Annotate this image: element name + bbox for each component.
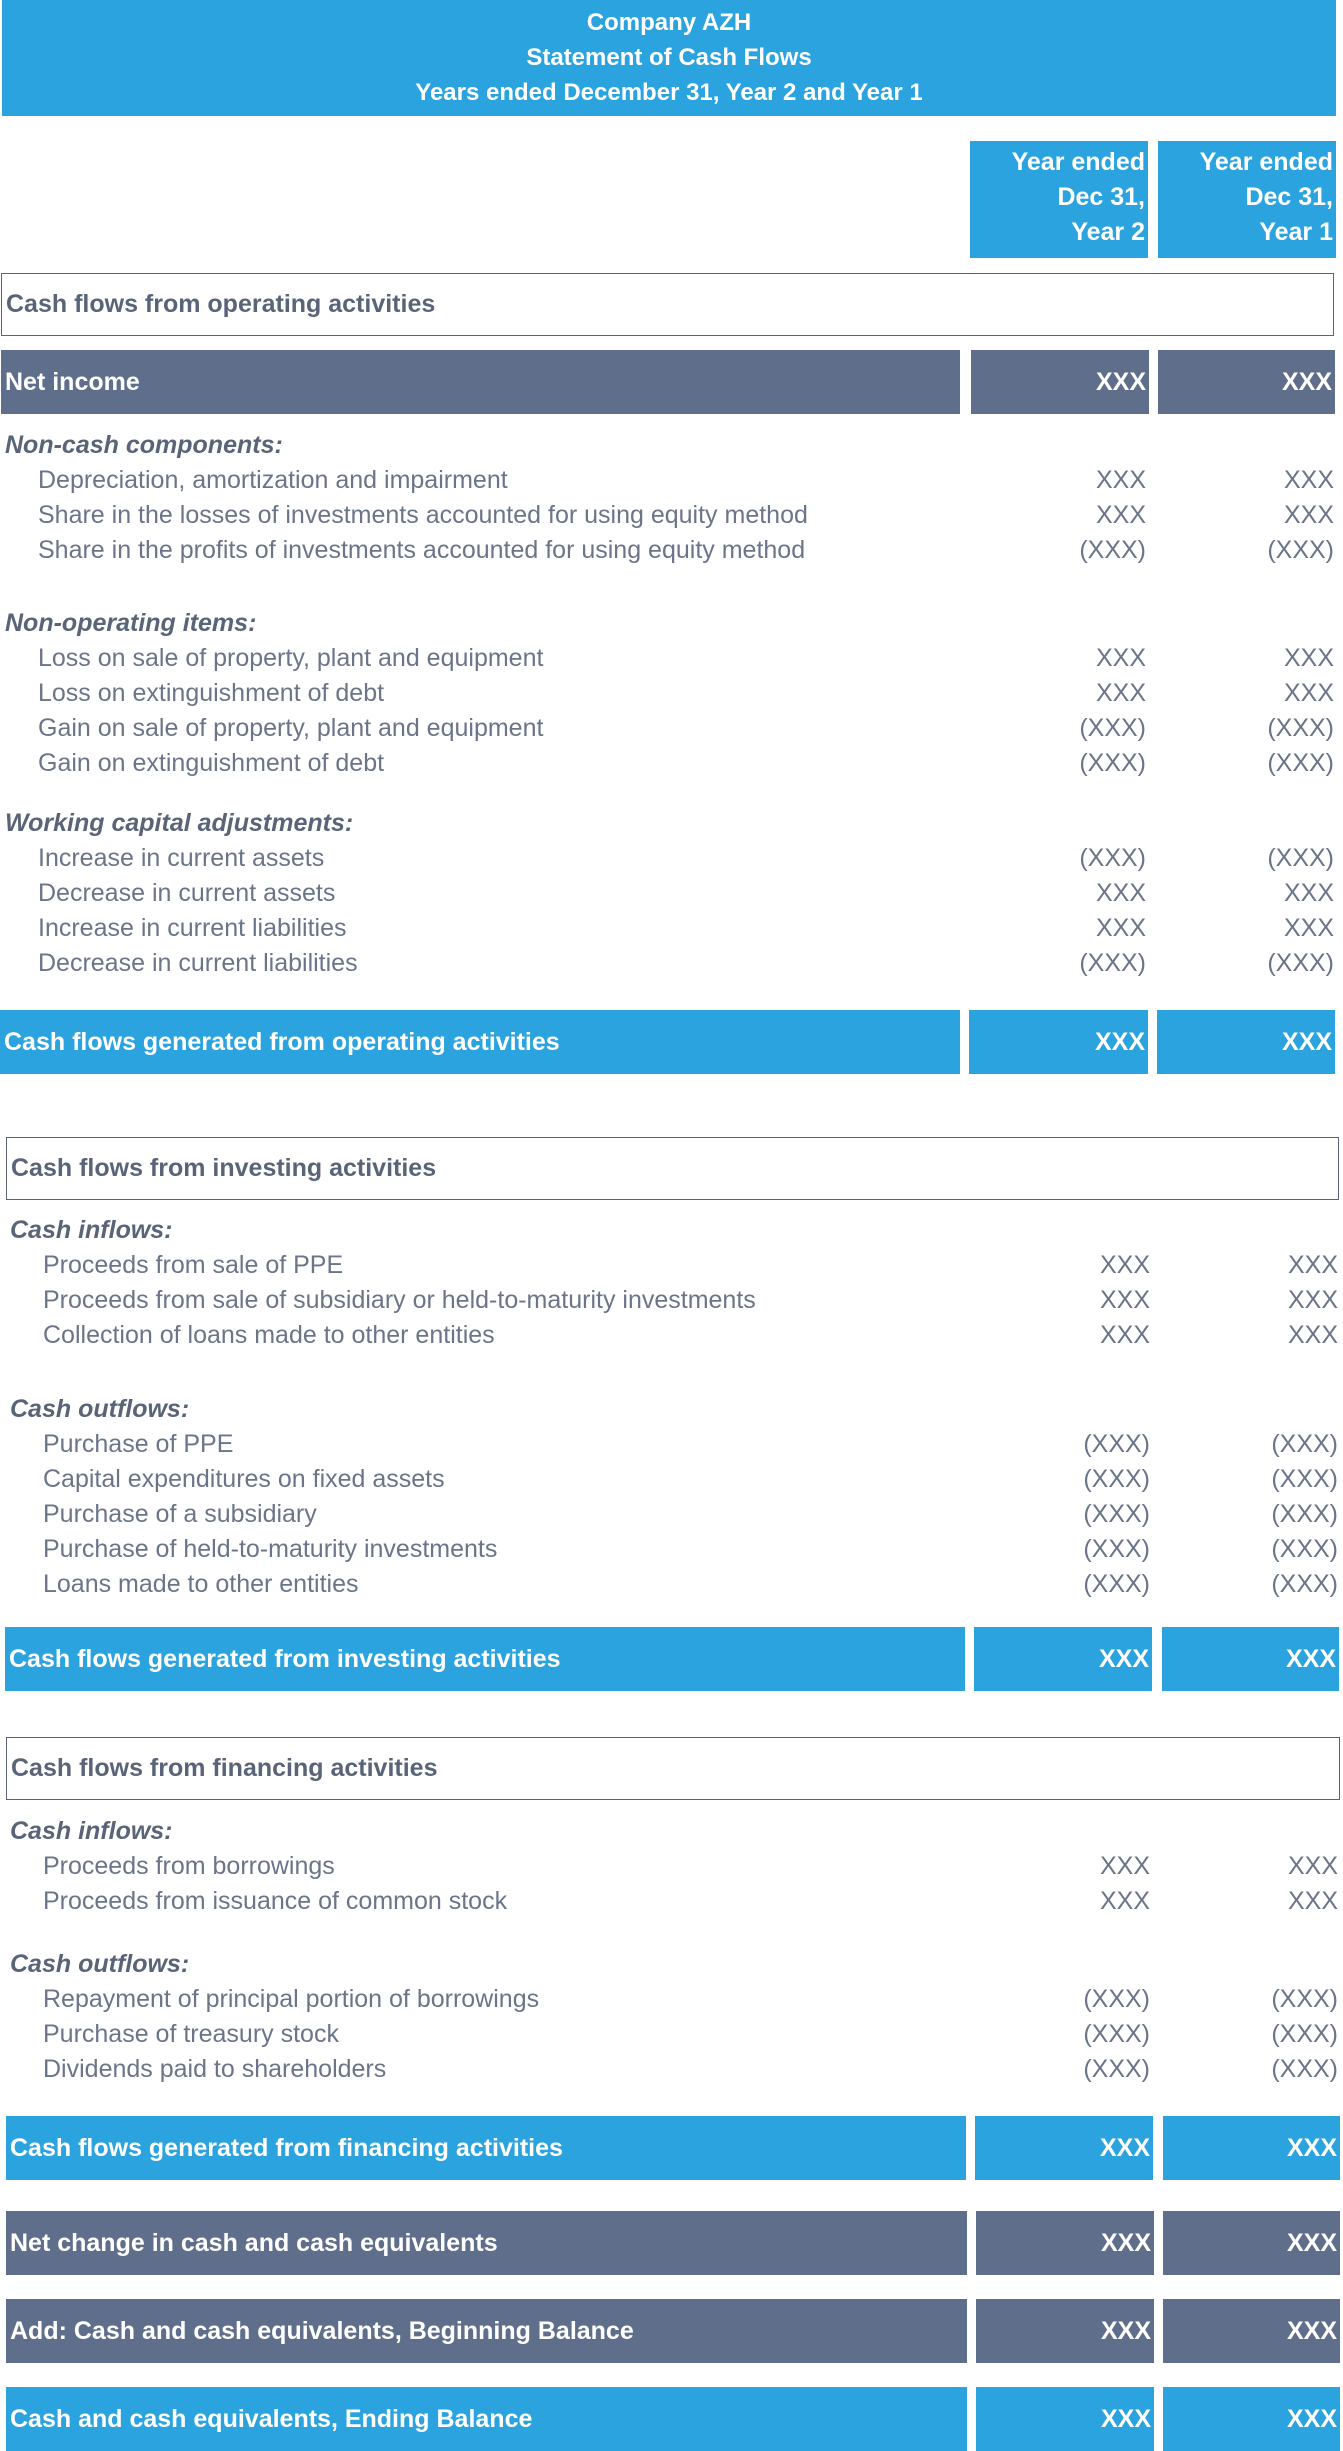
item-year-2: XXX [1095, 914, 1146, 942]
net-income-year-2: XXX [971, 350, 1149, 414]
item-year-2: (XXX) [1079, 536, 1146, 564]
item-label: Capital expenditures on fixed assets [43, 1465, 445, 1493]
item-year-1: (XXX) [1271, 1570, 1338, 1598]
item-year-1: (XXX) [1267, 949, 1334, 977]
item-label: Proceeds from issuance of common stock [43, 1887, 508, 1915]
item-year-2: (XXX) [1083, 1430, 1150, 1458]
investing-inflows-heading: Cash inflows: [10, 1216, 173, 1244]
ending-balance-year-2: XXX [976, 2387, 1154, 2451]
company-name: Company AZH [586, 9, 752, 36]
column-header-line: Dec 31, [1057, 183, 1145, 211]
item-year-2: (XXX) [1083, 1985, 1150, 2013]
financing-outflows-heading: Cash outflows: [10, 1950, 190, 1978]
item-year-1: (XXX) [1271, 1465, 1338, 1493]
net-change-year-2: XXX [976, 2211, 1154, 2275]
item-year-1: XXX [1287, 1852, 1338, 1880]
item-year-2: XXX [1095, 879, 1146, 907]
item-year-2: (XXX) [1083, 1570, 1150, 1598]
net-income-label: Net income [1, 350, 960, 414]
column-header-year-1 [1158, 141, 1336, 258]
working-capital-heading: Working capital adjustments: [5, 809, 354, 837]
ending-balance-label: Cash and cash equivalents, Ending Balance [6, 2387, 967, 2451]
item-year-2: XXX [1099, 1887, 1150, 1915]
financing-total-year-2: XXX [975, 2116, 1153, 2180]
item-year-2: (XXX) [1079, 844, 1146, 872]
operating-total-year-1: XXX [1157, 1010, 1335, 1074]
item-year-2: (XXX) [1083, 1500, 1150, 1528]
nonoperating-heading: Non-operating items: [5, 609, 257, 637]
investing-section-title: Cash flows from investing activities [6, 1137, 1339, 1200]
item-year-2: (XXX) [1083, 1465, 1150, 1493]
item-label: Proceeds from borrowings [43, 1852, 335, 1880]
item-label: Repayment of principal portion of borrowings [43, 1985, 540, 2013]
column-header-line: Year ended [1011, 148, 1145, 176]
item-label: Gain on sale of property, plant and equipment [38, 714, 544, 742]
item-year-1: (XXX) [1271, 1985, 1338, 2013]
item-year-1: XXX [1287, 1251, 1338, 1279]
item-year-2: XXX [1099, 1852, 1150, 1880]
column-header-line: Year 2 [1071, 218, 1145, 246]
item-year-2: XXX [1095, 679, 1146, 707]
column-header-line: Year ended [1199, 148, 1333, 176]
item-label: Purchase of treasury stock [43, 2020, 339, 2048]
item-year-1: XXX [1287, 1321, 1338, 1349]
financing-total-label: Cash flows generated from financing activities [6, 2116, 966, 2180]
item-year-2: (XXX) [1083, 2020, 1150, 2048]
operating-total-year-2: XXX [969, 1010, 1148, 1074]
net-income-year-1: XXX [1158, 350, 1335, 414]
item-year-1: XXX [1283, 501, 1334, 529]
item-label: Gain on extinguishment of debt [38, 749, 385, 777]
item-year-2: (XXX) [1079, 714, 1146, 742]
item-year-1: (XXX) [1267, 844, 1334, 872]
item-year-1: XXX [1283, 644, 1334, 672]
net-change-year-1: XXX [1163, 2211, 1340, 2275]
item-label: Purchase of held-to-maturity investments [43, 1535, 498, 1563]
investing-total-year-2: XXX [974, 1627, 1152, 1691]
investing-total-year-1: XXX [1162, 1627, 1339, 1691]
beginning-balance-year-1: XXX [1163, 2299, 1340, 2363]
item-year-1: (XXX) [1267, 714, 1334, 742]
statement-period: Years ended December 31, Year 2 and Year 1 [415, 79, 923, 106]
investing-outflows-heading: Cash outflows: [10, 1395, 190, 1423]
item-label: Share in the profits of investments accounted for using equity method [38, 536, 806, 564]
item-year-2: XXX [1099, 1286, 1150, 1314]
item-year-1: (XXX) [1267, 536, 1334, 564]
item-year-1: (XXX) [1271, 1430, 1338, 1458]
item-label: Share in the losses of investments accounted for using equity method [38, 501, 808, 529]
item-label: Collection of loans made to other entities [43, 1321, 495, 1349]
item-label: Dividends paid to shareholders [43, 2055, 387, 2083]
item-label: Decrease in current assets [38, 879, 336, 907]
financing-total-year-1: XXX [1163, 2116, 1340, 2180]
net-change-label: Net change in cash and cash equivalents [6, 2211, 967, 2275]
beginning-balance-label: Add: Cash and cash equivalents, Beginning Balance [6, 2299, 967, 2363]
financing-inflows-heading: Cash inflows: [10, 1817, 173, 1845]
operating-total-label: Cash flows generated from operating activities [0, 1010, 960, 1074]
item-year-1: (XXX) [1271, 2020, 1338, 2048]
statement-title: Statement of Cash Flows [526, 44, 812, 71]
item-year-1: (XXX) [1271, 1500, 1338, 1528]
item-year-2: (XXX) [1083, 2055, 1150, 2083]
item-label: Loss on extinguishment of debt [38, 679, 385, 707]
item-year-1: (XXX) [1271, 2055, 1338, 2083]
item-label: Purchase of PPE [43, 1430, 234, 1458]
item-year-2: XXX [1099, 1251, 1150, 1279]
noncash-heading: Non-cash components: [5, 431, 283, 459]
item-year-1: XXX [1283, 466, 1334, 494]
item-year-2: (XXX) [1079, 749, 1146, 777]
ending-balance-year-1: XXX [1163, 2387, 1340, 2451]
item-label: Loss on sale of property, plant and equipment [38, 644, 544, 672]
item-label: Proceeds from sale of subsidiary or held-to-maturity investments [43, 1286, 756, 1314]
item-year-1: XXX [1287, 1286, 1338, 1314]
beginning-balance-year-2: XXX [976, 2299, 1154, 2363]
item-label: Depreciation, amortization and impairment [38, 466, 508, 494]
item-year-2: (XXX) [1083, 1535, 1150, 1563]
statement-header [2, 0, 1336, 116]
item-label: Decrease in current liabilities [38, 949, 358, 977]
item-label: Increase in current assets [38, 844, 325, 872]
item-year-2: XXX [1095, 466, 1146, 494]
item-year-1: XXX [1283, 879, 1334, 907]
column-header-line: Dec 31, [1245, 183, 1333, 211]
item-year-2: XXX [1095, 644, 1146, 672]
column-header-line: Year 1 [1259, 218, 1333, 246]
financing-section-title: Cash flows from financing activities [6, 1737, 1340, 1800]
item-year-2: XXX [1095, 501, 1146, 529]
investing-total-label: Cash flows generated from investing activities [5, 1627, 965, 1691]
operating-section-title: Cash flows from operating activities [1, 273, 1334, 336]
item-year-1: (XXX) [1271, 1535, 1338, 1563]
item-year-2: (XXX) [1079, 949, 1146, 977]
item-label: Purchase of a subsidiary [43, 1500, 317, 1528]
item-label: Proceeds from sale of PPE [43, 1251, 344, 1279]
item-label: Loans made to other entities [43, 1570, 359, 1598]
item-year-1: XXX [1283, 679, 1334, 707]
item-year-1: XXX [1283, 914, 1334, 942]
item-year-1: (XXX) [1267, 749, 1334, 777]
column-header-year-2 [970, 141, 1148, 258]
item-year-2: XXX [1099, 1321, 1150, 1349]
item-label: Increase in current liabilities [38, 914, 347, 942]
item-year-1: XXX [1287, 1887, 1338, 1915]
